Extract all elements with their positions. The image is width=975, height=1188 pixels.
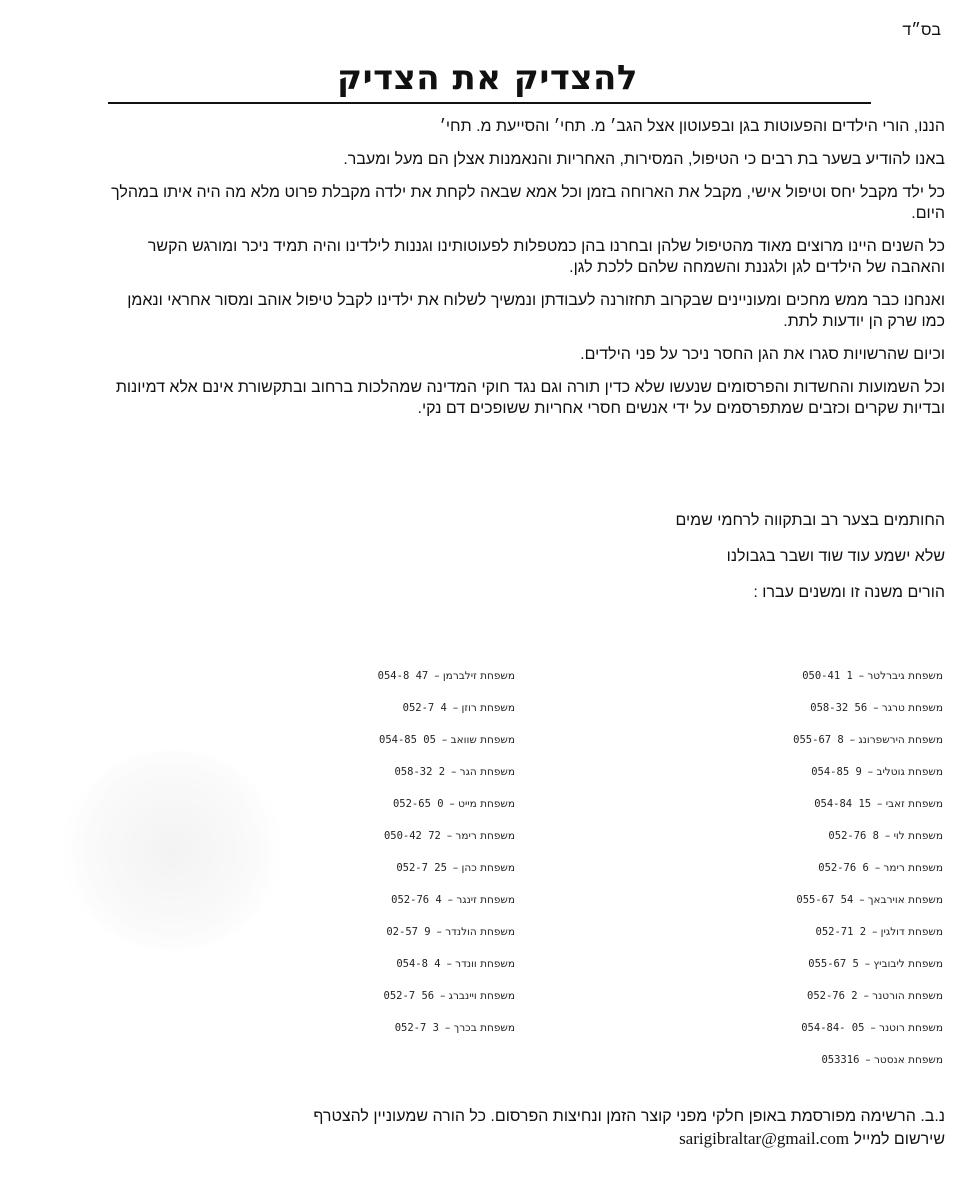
family-name: משפחת כהן – bbox=[452, 862, 515, 874]
signoff-line-1: החותמים בצער רב ובתקווה לרחמי שמים bbox=[675, 512, 945, 529]
family-name: משפחת גיברלטר – bbox=[858, 670, 943, 682]
family-entry bbox=[295, 988, 515, 1020]
family-entry bbox=[295, 796, 515, 828]
family-phone: 02-57 9 bbox=[386, 926, 431, 938]
signoff-line-2: שלא ישמע עוד שוד ושבר בגבולנו bbox=[726, 548, 945, 565]
family-entry bbox=[295, 668, 515, 700]
family-name: משפחת דולגין – bbox=[872, 926, 943, 938]
family-entry bbox=[295, 892, 515, 924]
letter-body bbox=[105, 116, 945, 431]
signoff bbox=[105, 512, 945, 620]
family-entry bbox=[295, 732, 515, 764]
family-phone: 058-32 56 bbox=[810, 702, 868, 714]
blurred-smudge bbox=[62, 750, 282, 950]
family-name: משפחת זילברמן – bbox=[434, 670, 515, 682]
page-title: להצדיק את הצדיק bbox=[337, 58, 638, 98]
family-name: משפחת אנסטר – bbox=[865, 1054, 943, 1066]
family-phone: 052-7 25 bbox=[396, 862, 447, 874]
family-phone: 052-76 4 bbox=[391, 894, 442, 906]
footnote-line-2 bbox=[105, 1128, 945, 1151]
paragraph-1: הננו, הורי הילדים והפעוטות בגן ובפעוטון אצל הגב׳ מ. תחי׳ והסייעת מ. תחי׳ bbox=[439, 118, 945, 135]
family-entry bbox=[295, 1020, 515, 1052]
family-phone: 054-8 4 bbox=[396, 958, 441, 970]
paragraph-2: באנו להודיע בשער בת רבים כי הטיפול, המסירות, האחריות והנאמנות אצלן הם מעל ומעבר. bbox=[343, 151, 945, 168]
contact-email-link[interactable]: sarigibraltar@gmail.com bbox=[679, 1129, 850, 1148]
family-name: משפחת בכרך – bbox=[444, 1022, 515, 1034]
family-name: משפחת רימר – bbox=[874, 862, 943, 874]
family-entry bbox=[295, 828, 515, 860]
family-name: משפחת ליבוביץ – bbox=[864, 958, 943, 970]
family-name: משפחת הורטנר – bbox=[863, 990, 943, 1002]
family-name: משפחת שוואב – bbox=[441, 734, 515, 746]
family-entry bbox=[723, 828, 943, 860]
family-phone: 052-76 2 bbox=[807, 990, 858, 1002]
family-name: משפחת הולנדר – bbox=[436, 926, 515, 938]
family-list-right bbox=[723, 668, 943, 1084]
family-entry bbox=[723, 668, 943, 700]
family-phone: 052-7 3 bbox=[394, 1022, 439, 1034]
title-underline bbox=[108, 102, 871, 104]
family-entry bbox=[723, 924, 943, 956]
paragraph-6: וכיום שהרשויות סגרו את הגן החסר ניכר על פני הילדים. bbox=[580, 346, 945, 363]
family-phone: 052-7 4 bbox=[402, 702, 447, 714]
family-name: משפחת וונדר – bbox=[446, 958, 515, 970]
family-phone: 050-41 1 bbox=[802, 670, 853, 682]
paragraph-7: וכל השמועות והחשדות והפרסומים שנעשו שלא כדין תורה וגם נגד חוקי המדינה שמהלכות ברחוב ובתקשורת אינם אלא דמיונות ובדיות שקרים וכזבים שמתפרסמים על ידי אנשים חסרי אחריות ששופכים דם נקי. bbox=[115, 379, 945, 417]
family-entry bbox=[723, 700, 943, 732]
family-phone: 052-7 56 bbox=[383, 990, 435, 1002]
family-name: משפחת אוירבאך – bbox=[859, 894, 943, 906]
family-phone: 050-42 72 bbox=[383, 830, 441, 842]
family-phone: 054-84 15 bbox=[814, 798, 872, 810]
family-name: משפחת זאבי – bbox=[877, 798, 943, 810]
family-list-left bbox=[295, 668, 515, 1052]
family-entry bbox=[723, 1020, 943, 1052]
family-phone: 054-85 05 bbox=[379, 734, 436, 746]
family-name: משפחת רוזן – bbox=[452, 702, 515, 714]
family-entry bbox=[295, 764, 515, 796]
family-phone: 055-67 8 bbox=[793, 734, 844, 746]
family-name: משפחת לוי – bbox=[885, 830, 943, 842]
family-name: משפחת רוטנר – bbox=[870, 1022, 943, 1034]
family-entry bbox=[295, 956, 515, 988]
family-entry bbox=[295, 700, 515, 732]
family-phone: 055-67 54 bbox=[796, 894, 854, 906]
family-entry bbox=[723, 1052, 943, 1084]
family-name: משפחת הגר – bbox=[451, 766, 515, 778]
family-entry bbox=[723, 988, 943, 1020]
family-phone: 052-76 6 bbox=[818, 862, 869, 874]
footnote-prefix: שירשום למייל bbox=[853, 1131, 945, 1148]
family-phone: 054-8 47 bbox=[377, 670, 429, 682]
signoff-line-3: הורים משנה זו ומשנים עברו : bbox=[753, 584, 945, 601]
family-entry bbox=[723, 732, 943, 764]
family-phone: 055-67 5 bbox=[808, 958, 859, 970]
family-name: משפחת טרגר – bbox=[873, 702, 943, 714]
paragraph-5: ואנחנו כבר ממש מחכים ומעוניינים שבקרוב תחזורנה לעבודתן ונמשיך לשלוח את ילדינו לקבל טיפול אוהב ומסור אחראי ונאמן כמו שרק הן יודעות לתת. bbox=[127, 292, 945, 330]
family-entry bbox=[295, 860, 515, 892]
family-phone: 053316 bbox=[821, 1054, 860, 1066]
family-phone: 052-71 2 bbox=[815, 926, 867, 938]
family-name: משפחת זינגר – bbox=[447, 894, 515, 906]
family-phone: 052-65 0 bbox=[392, 798, 444, 810]
family-name: משפחת רימר – bbox=[446, 830, 515, 842]
family-phone: 058-32 2 bbox=[394, 766, 446, 778]
family-phone: 052-76 8 bbox=[828, 830, 879, 842]
family-entry bbox=[723, 956, 943, 988]
paragraph-3: כל ילד מקבל יחס וטיפול אישי, מקבל את הארוחה בזמן וכל אמא שבאה לקחת את ילדה מקבלת פרוט מלא מה היה איתו במהלך היום. bbox=[111, 184, 945, 222]
family-name: משפחת מייט – bbox=[449, 798, 515, 810]
footnote-line-1: נ.ב. הרשימה מפורסמת באופן חלקי מפני קוצר הזמן ונחיצות הפרסום. כל הורה שמעוניין להצטרף bbox=[313, 1108, 945, 1125]
paragraph-4: כל השנים היינו מרוצים מאוד מהטיפול שלהן ובחרנו בהן כמטפלות לפעוטותינו וגננות לילדינו והיה תמיד ניכר ומורגש הקשר והאהבה של הילדים לגן ולגננת והשמחה שלהם ללכת לגן. bbox=[147, 238, 945, 276]
family-entry bbox=[295, 924, 515, 956]
footnote bbox=[105, 1106, 945, 1151]
family-entry bbox=[723, 764, 943, 796]
family-phone: 054-84- 05 bbox=[801, 1022, 865, 1034]
family-entry bbox=[723, 796, 943, 828]
bsd-mark: בס״ד bbox=[902, 22, 941, 39]
family-phone: 054-85 9 bbox=[811, 766, 862, 778]
family-name: משפחת הירשפרונג – bbox=[849, 734, 943, 746]
family-name: משפחת ויינברג – bbox=[440, 990, 515, 1002]
family-entry bbox=[723, 892, 943, 924]
family-name: משפחת גוטליב – bbox=[867, 766, 943, 778]
family-entry bbox=[723, 860, 943, 892]
